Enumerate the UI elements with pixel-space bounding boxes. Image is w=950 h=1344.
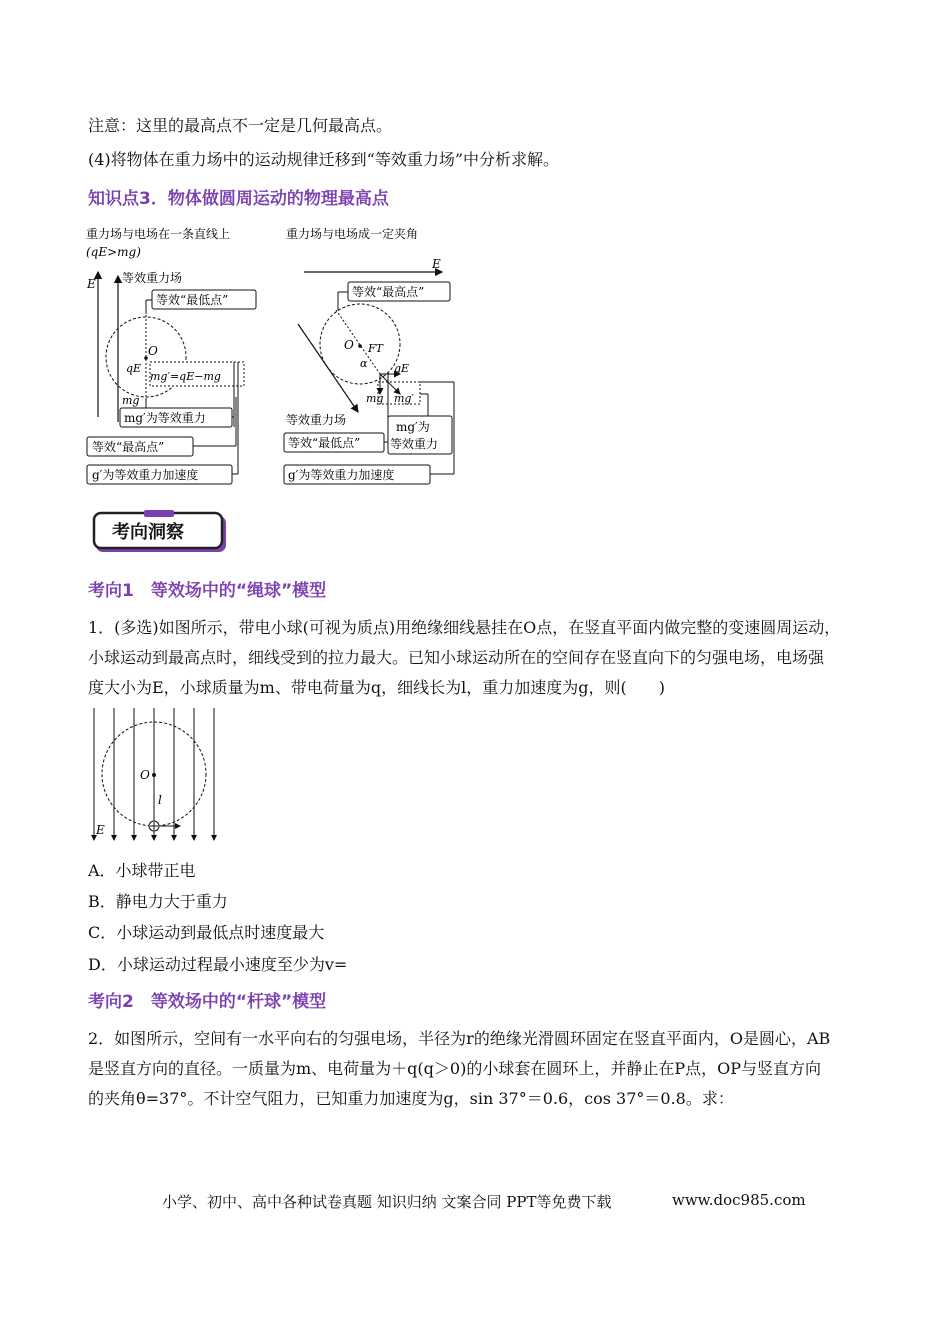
- badge-label: 考向洞察: [112, 522, 184, 543]
- left-qe-label: qE: [126, 362, 142, 375]
- q2-line-3: 的夹角θ=37°。不计空气阻力，已知重力加速度为g，sin 37°＝0.6，cos 37°＝0.8。求：: [88, 1089, 734, 1108]
- left-caption-1: 重力场与电场在一条直线上: [86, 227, 231, 241]
- q1-o-label: O: [140, 768, 150, 782]
- right-mgp-note-2: 等效重力: [390, 437, 439, 451]
- right-lowest-label: 等效“最低点”: [288, 436, 361, 450]
- kx1-title: 考向1 等效场中的“绳球”模型: [88, 581, 327, 601]
- q1-line-3: 度大小为E，小球质量为m、带电荷量为q，细线长为l，重力加速度为g，则( ): [88, 678, 665, 697]
- right-mgp-label: mg′: [394, 392, 414, 405]
- right-e-label: E: [432, 257, 441, 271]
- figure-left: [84, 222, 280, 492]
- kx2-title: 考向2 等效场中的“杆球”模型: [88, 992, 327, 1012]
- q1-line-2: 小球运动到最高点时，细线受到的拉力最大。已知小球运动所在的空间存在竖直向下的匀强电场，电场强: [88, 648, 825, 667]
- right-field-label: 等效重力场: [286, 413, 347, 427]
- right-gp-note: g′为等效重力加速度: [288, 468, 395, 482]
- left-lowest-label: 等效“最低点”: [156, 293, 229, 307]
- q1-option-c: C．小球运动到最低点时速度最大: [88, 923, 325, 942]
- right-o-label: O: [344, 338, 354, 352]
- left-caption-2: (qE>mg): [86, 245, 141, 259]
- left-e-label: E: [87, 277, 96, 291]
- right-caption: 重力场与电场成一定夹角: [286, 227, 419, 241]
- q1-l-label: l: [158, 793, 162, 807]
- q1-e-label: E: [96, 823, 105, 837]
- q1-option-d: D．小球运动过程最小速度至少为v=: [88, 955, 348, 974]
- left-mg-label: mg: [122, 394, 140, 407]
- footer-text: 小学、初中、高中各种试卷真题 知识归纳 文案合同 PPT等免费下载: [162, 1193, 612, 1211]
- left-field-label: 等效重力场: [122, 271, 183, 285]
- note-line: [88, 116, 392, 136]
- figure-right: [282, 222, 458, 492]
- right-qe-label: qE: [394, 362, 410, 375]
- step4-text: (4)将物体在重力场中的运动规律迁移到“等效重力场”中分析求解。: [88, 150, 560, 169]
- footer-url[interactable]: www.doc985.com: [672, 1191, 806, 1209]
- right-mgp-note-1: mg′为: [396, 420, 430, 434]
- right-mg-label: mg: [366, 392, 384, 405]
- right-highest-label: 等效“最高点”: [352, 285, 425, 299]
- figure-right-svg: [282, 222, 458, 492]
- left-highest-label: 等效“最高点”: [92, 440, 165, 454]
- left-mgp-eq: mg′=qE−mg: [150, 370, 221, 383]
- figure-left-svg: [84, 222, 280, 492]
- q1-option-b: B．静电力大于重力: [88, 892, 228, 911]
- left-gp-note: g′为等效重力加速度: [92, 468, 199, 482]
- section-badge: [92, 510, 230, 554]
- left-o-label: O: [148, 344, 158, 358]
- left-mgp-note: mg′为等效重力: [124, 411, 206, 425]
- q1-line-1: 1．(多选)如图所示，带电小球(可视为质点)用绝缘细线悬挂在O点，在竖直平面内做完整的变速圆周运动，: [88, 618, 841, 637]
- q2-line-2: 是竖直方向的直径。一质量为m、电荷量为＋q(q＞0)的小球套在圆环上，并静止在P点，OP与竖直方向: [88, 1059, 821, 1078]
- right-alpha-label: α: [360, 357, 368, 370]
- note-text: 这里的最高点不一定是几何最高点。: [136, 116, 393, 135]
- q2-line-1: 2．如图所示，空间有一水平向右的匀强电场，半径为r的绝缘光滑圆环固定在竖直平面内，O是圆心，AB: [88, 1029, 831, 1048]
- q1-figure: [86, 706, 222, 844]
- note-label: 注意：: [88, 116, 137, 135]
- right-ft-label: FT: [368, 342, 383, 355]
- q1-option-a: A．小球带正电: [88, 861, 196, 880]
- kp3-title: 知识点3．物体做圆周运动的物理最高点: [88, 189, 389, 209]
